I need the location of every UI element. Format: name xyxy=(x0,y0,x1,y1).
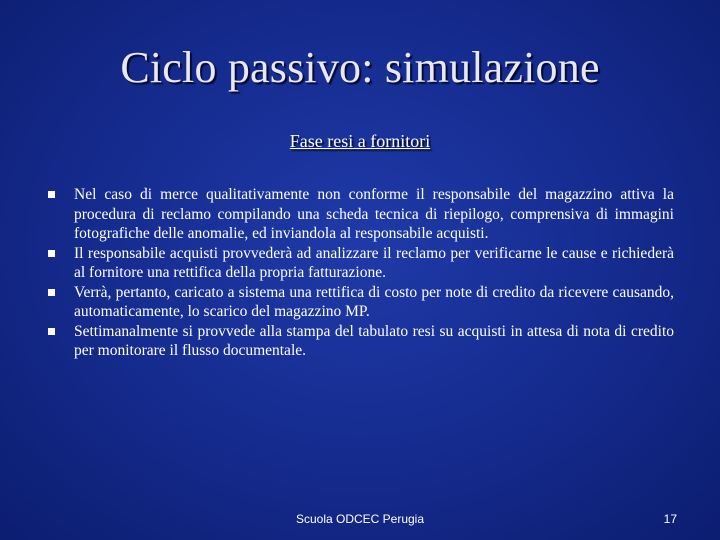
bullet-item xyxy=(48,283,674,322)
square-bullet-icon xyxy=(48,191,55,198)
bullet-item xyxy=(48,244,674,283)
slide-subtitle: Fase resi a fornitori xyxy=(289,131,431,151)
bullet-item xyxy=(48,185,674,244)
square-bullet-icon xyxy=(48,250,55,257)
bullet-text: Settimanalmente si provvede alla stampa del tabulato resi su acquisti in attesa di nota di credito per monitorare il flusso documentale. xyxy=(74,322,674,359)
page-number: 17 xyxy=(663,512,677,526)
square-bullet-icon xyxy=(48,289,55,296)
bullet-list xyxy=(48,185,674,361)
slide-title: Ciclo passivo: simulazione xyxy=(120,43,600,92)
bullet-item xyxy=(48,322,674,361)
bullet-text: Verrà, pertanto, caricato a sistema una rettifica di costo per note di credito da ricevere causando, automaticamente, lo scarico del magazzino MP. xyxy=(74,283,674,320)
bullet-text: Il responsabile acquisti provvederà ad analizzare il reclamo per verificarne le cause e richiederà al fornitore una rettifica della propria fatturazione. xyxy=(74,244,674,281)
bullet-text: Nel caso di merce qualitativamente non conforme il responsabile del magazzino attiva la procedura di reclamo compilando una scheda tecnica di riepilogo, comprensiva di immagini fotografiche delle anomalie, ed inviandola al responsabile acquisti. xyxy=(74,186,674,242)
footer-source: Scuola ODCEC Perugia xyxy=(295,512,425,526)
square-bullet-icon xyxy=(48,328,55,335)
